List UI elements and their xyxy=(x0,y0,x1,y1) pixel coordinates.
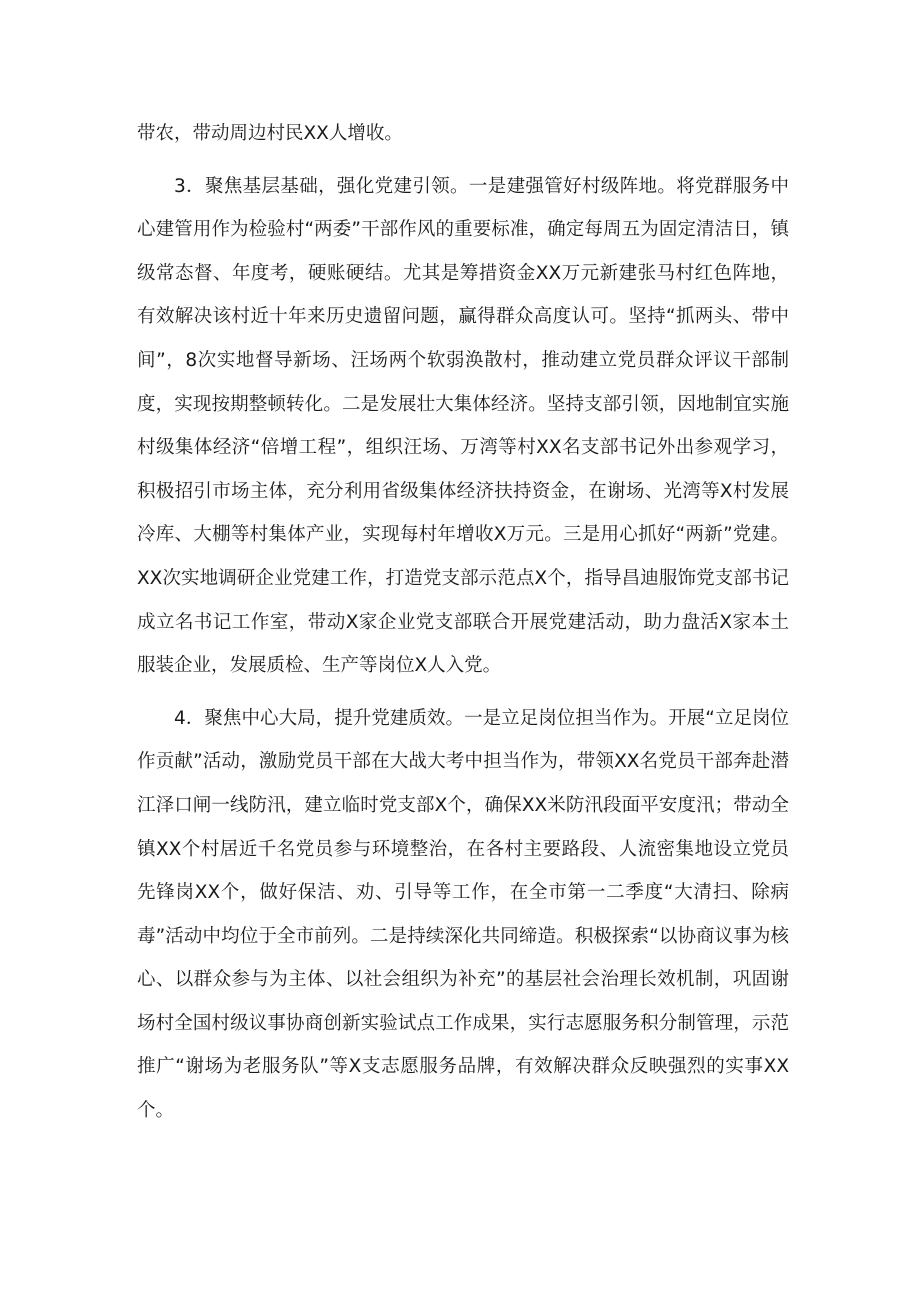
paragraph-continuation: 带农，带动周边村民XX人增收。 xyxy=(137,123,403,144)
paragraph-item-3: 3．聚焦基层基础，强化党建引领。一是建强管好村级阵地。将党群服务中心建管用作为检验村“两委”干部作风的重要标准，确定每周五为固定清洁日，镇级常态督、年度考，硬账硬结。尤其是筹措资金XX万元新建张马村红色阵地，有效解决该村近十年来历史遗留问题，赢得群众高度认可。坚持“抓两头、带中间”，8次实地督导新场、汪场两个软弱涣散村，推动建立党员群众评议干部制度，实现按期整顿转化。二是发展壮大集体经济。坚持支部引领，因地制宜实施村级集体经济“倍增工程”，组织汪场、万湾等村XX名支部书记外出参观学习，积极招引市场主体，充分利用省级集体经济扶持资金，在谢场、光湾等X村发展冷库、大棚等村集体产业，实现每村年增收X万元。三是用心抓好“两新”党建。XX次实地调研企业党建工作，打造党支部示范点X个，指导昌迪服饰党支部书记成立名书记工作室，带动X家企业党支部联合开展党建活动，助力盘活X家本土服装企业，发展质检、生产等岗位X人入党。 xyxy=(137,175,789,677)
paragraph-item-4: 4．聚焦中心大局，提升党建质效。一是立足岗位担当作为。开展“立足岗位作贡献”活动，激励党员干部在大战大考中担当作为，带领XX名党员干部奔赴潜江泽口闸一线防汛，建立临时党支部X个，确保XX米防汛段面平安度汛；带动全镇XX个村居近千名党员参与环境整治，在各村主要路段、人流密集地设立党员先锋岗XX个，做好保洁、劝、引导等工作，在全市第一二季度“大清扫、除病毒”活动中均位于全市前列。二是持续深化共同缔造。积极探索“以协商议事为核心、以群众参与为主体、以社会组织为补充”的基层社会治理长效机制，巩固谢场村全国村级议事协商创新实验试点工作成果，实行志愿服务积分制管理，示范推广“谢场为老服务队”等X支志愿服务品牌，有效解决群众反映强烈的实事XX个。 xyxy=(137,707,789,1122)
document-body xyxy=(137,112,789,1142)
